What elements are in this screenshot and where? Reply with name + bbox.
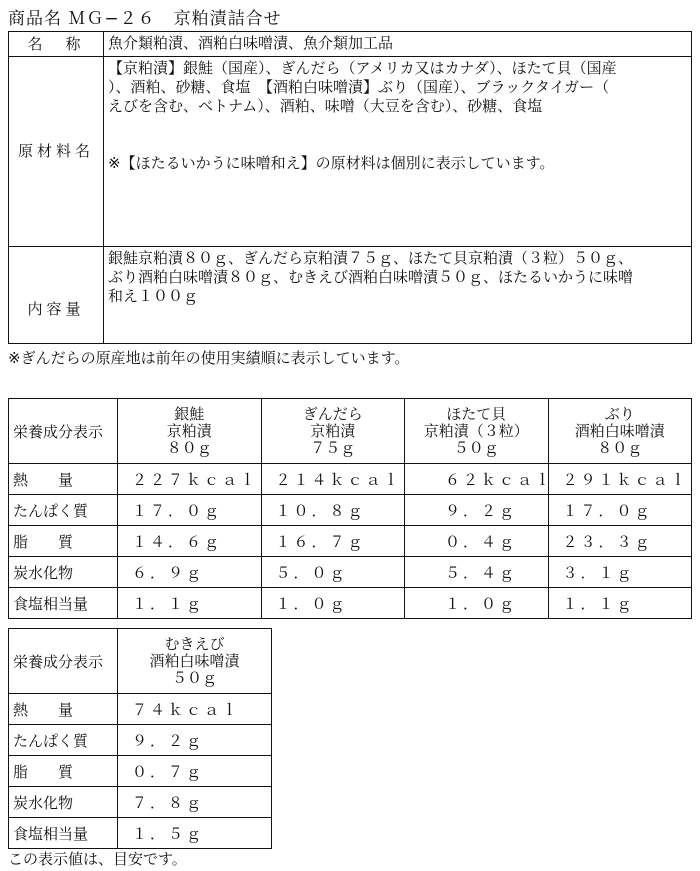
column-header-line: 酒粕白味噌漬	[574, 421, 665, 440]
column-header	[548, 399, 692, 464]
value-cell: １．５ｇ	[118, 818, 272, 849]
value-cell: ７．８ｇ	[118, 787, 272, 818]
value-cell: ２２７ｋｃａｌ	[118, 464, 262, 495]
column-header-line: ５０ｇ	[171, 668, 217, 687]
column-header-line: 銀鮭	[174, 404, 205, 423]
value-cell: １０．８ｇ	[261, 495, 405, 526]
value-cell: ３．１ｇ	[548, 557, 692, 588]
row-label: 脂 質	[9, 526, 118, 557]
nutrition-header-row	[9, 629, 272, 694]
value-cell: ７４ｋｃａｌ	[118, 694, 272, 725]
materials-line: えびを含む、ベトナム）、酒粕、味噌（大豆を含む）、砂糖、食塩	[108, 97, 543, 115]
row-label: 食塩相当量	[9, 588, 118, 619]
nutrition-header-row	[9, 399, 692, 464]
column-header	[405, 399, 549, 464]
materials-row	[9, 57, 692, 247]
table-row	[9, 464, 692, 495]
column-header-line: 酒粕白味噌漬	[149, 651, 240, 670]
contents-row	[9, 247, 692, 344]
footer-note: この表示値は、目安です。	[8, 850, 187, 868]
column-header	[118, 399, 262, 464]
column-header-line: ８０ｇ	[166, 438, 212, 457]
origin-note: ※ぎんだらの原産地は前年の使用実績順に表示しています。	[8, 349, 410, 367]
value-cell: ９．２ｇ	[405, 495, 549, 526]
value-cell: １７．０ｇ	[118, 495, 262, 526]
table-row	[9, 818, 272, 849]
materials-label: 原材料名	[9, 57, 104, 247]
table-row	[9, 725, 272, 756]
value-cell: ２９１ｋｃａｌ	[548, 464, 692, 495]
row-label: 食塩相当量	[9, 818, 118, 849]
value-cell: ０．４ｇ	[405, 526, 549, 557]
row-label: たんぱく質	[9, 495, 118, 526]
row-label: 炭水化物	[9, 557, 118, 588]
contents-value	[104, 247, 692, 344]
column-header-line: 京粕漬	[310, 421, 356, 440]
nutrition-header-label: 栄養成分表示	[9, 399, 118, 464]
value-cell: ９．２ｇ	[118, 725, 272, 756]
materials-note: ※【ほたるいかうに味噌和え】の原材料は個別に表示しています。	[108, 154, 555, 172]
value-cell: １６．７ｇ	[261, 526, 405, 557]
value-cell: ０．７ｇ	[118, 756, 272, 787]
column-header	[118, 629, 272, 694]
materials-value	[104, 57, 692, 247]
materials-line: 【京粕漬】銀鮭（国産）、ぎんだら（アメリカ又はカナダ）、ほたて貝（国産	[108, 59, 617, 77]
value-cell: １．０ｇ	[261, 588, 405, 619]
name-row	[9, 32, 692, 57]
contents-line: 銀鮭京粕漬８０ｇ、ぎんだら京粕漬７５ｇ、ほたて貝京粕漬（３粒）５０ｇ、	[108, 249, 634, 267]
row-label: 炭水化物	[9, 787, 118, 818]
table-row	[9, 694, 272, 725]
value-cell: １．０ｇ	[405, 588, 549, 619]
column-header-line: 京粕漬（３粒）	[423, 421, 529, 440]
value-cell: ６２ｋｃａｌ	[405, 464, 549, 495]
row-label: 熱 量	[9, 464, 118, 495]
table-row	[9, 588, 692, 619]
column-header-line: 京粕漬	[166, 421, 212, 440]
nutrition-table-2	[8, 628, 272, 849]
table-row	[9, 756, 272, 787]
column-header-line: ８０ｇ	[597, 438, 643, 457]
value-cell: ２３．３ｇ	[548, 526, 692, 557]
table-row	[9, 557, 692, 588]
column-header-line: ５０ｇ	[453, 438, 499, 457]
product-title: 商品名 ＭＧ−２６ 京粕漬詰合せ	[8, 9, 282, 29]
column-header-line: ７５ｇ	[310, 438, 356, 457]
contents-line: 和え１００ｇ	[108, 287, 199, 305]
value-cell: ６．９ｇ	[118, 557, 262, 588]
name-value: 魚介類粕漬、酒粕白味噌漬、魚介類加工品	[104, 32, 692, 57]
column-header-line: むきえび	[164, 634, 225, 653]
value-cell: １．１ｇ	[118, 588, 262, 619]
column-header	[261, 399, 405, 464]
column-header-line: ぎんだら	[302, 404, 363, 423]
value-cell: ５．０ｇ	[261, 557, 405, 588]
value-cell: １．１ｇ	[548, 588, 692, 619]
row-label: 脂 質	[9, 756, 118, 787]
column-header-line: ほたて貝	[446, 404, 507, 423]
row-label: たんぱく質	[9, 725, 118, 756]
value-cell: ２１４ｋｃａｌ	[261, 464, 405, 495]
product-info-table	[8, 31, 692, 344]
materials-line: ）、酒粕、砂糖、食塩 【酒粕白味噌漬】ぶり（国産）、ブラックタイガー（	[108, 78, 610, 96]
value-cell: １７．０ｇ	[548, 495, 692, 526]
table-row	[9, 495, 692, 526]
contents-label: 内容量	[9, 247, 104, 344]
table-row	[9, 787, 272, 818]
nutrition-header-label: 栄養成分表示	[9, 629, 118, 694]
column-header-line: ぶり	[604, 404, 635, 423]
name-label: 名 称	[9, 32, 104, 57]
table-row	[9, 526, 692, 557]
nutrition-table-1	[8, 398, 692, 619]
contents-line: ぶり酒粕白味噌漬８０ｇ、むきえび酒粕白味噌漬５０ｇ、ほたるいかうに味噌	[108, 268, 634, 286]
value-cell: ５．４ｇ	[405, 557, 549, 588]
row-label: 熱 量	[9, 694, 118, 725]
value-cell: １４．６ｇ	[118, 526, 262, 557]
